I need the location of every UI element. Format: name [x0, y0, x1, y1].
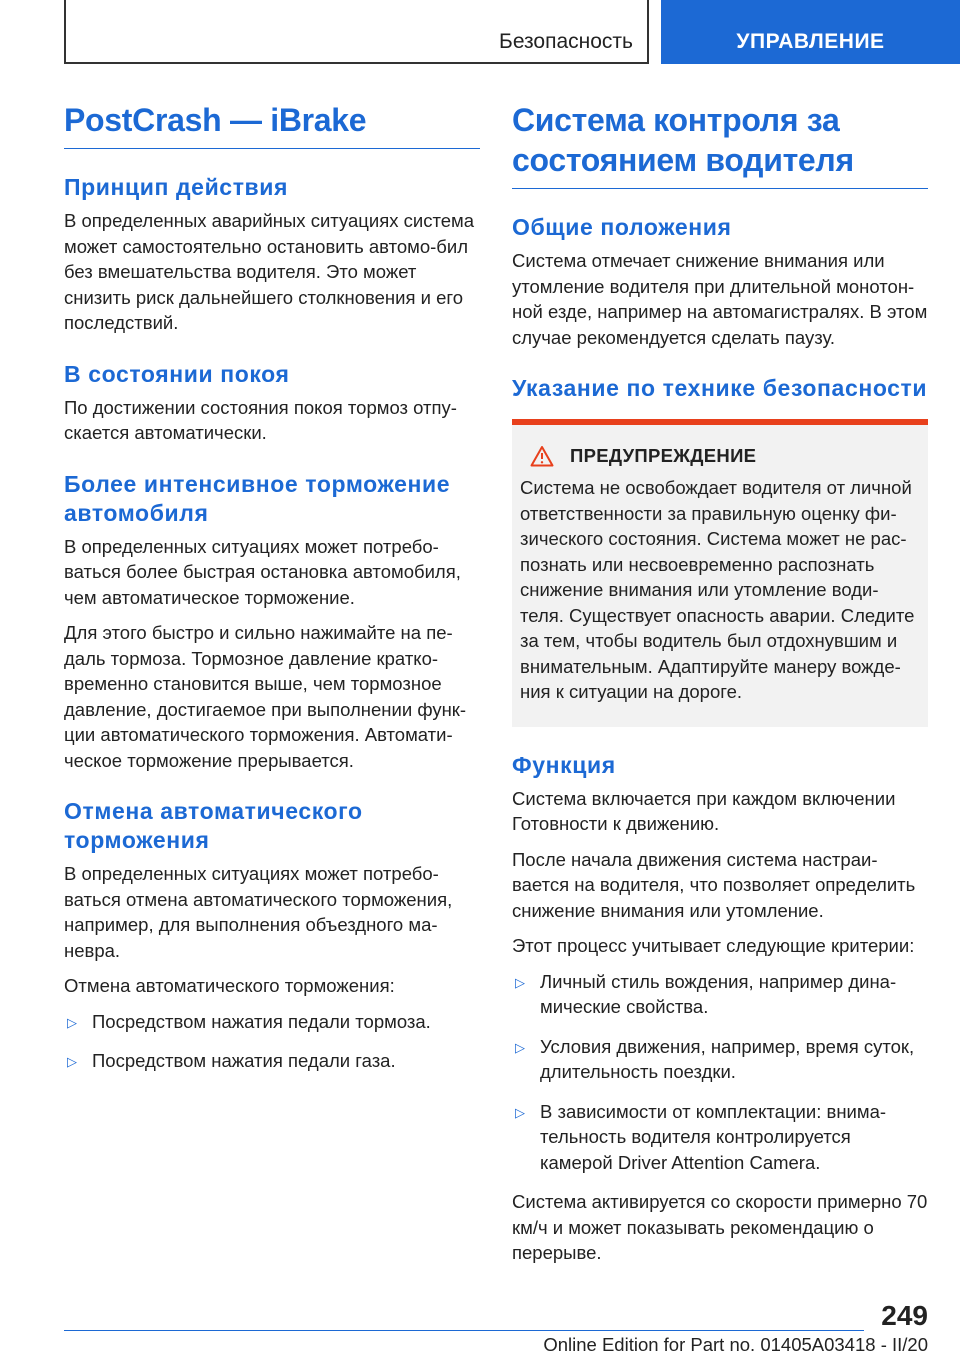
bullet-triangle-icon: ▷ — [515, 1039, 525, 1055]
paragraph: Система активируется со скорости примерно 70 км/ч и может показывать рекомендацию о перерыве. — [512, 1191, 928, 1263]
bullet-triangle-icon: ▷ — [515, 974, 525, 990]
cancel-list — [64, 1009, 480, 1074]
bullet-triangle-icon: ▷ — [67, 1054, 77, 1069]
paragraph: Этот процесс учитывает следующие критерии: — [512, 935, 915, 956]
header-chapter-tab — [661, 0, 960, 64]
list-item-text: Посредством нажатия педали тормоза. — [92, 1010, 431, 1032]
paragraph: Отмена автоматического торможения: — [64, 975, 395, 996]
header-section-tab — [64, 0, 649, 64]
heading-standstill: В состоянии покоя — [64, 360, 290, 387]
warning-title: ПРЕДУПРЕЖДЕНИЕ — [570, 445, 757, 466]
footer-rule — [64, 1330, 864, 1331]
list-item-text: Условия движения, например, время суток, длительность поездки. — [540, 1035, 915, 1082]
warning-header — [520, 445, 920, 467]
criteria-list — [512, 969, 928, 1176]
left-title: PostCrash — iBrake — [64, 100, 480, 149]
right-title: Система контроля за состоянием водителя — [512, 100, 928, 189]
list-item — [64, 1009, 480, 1035]
list-item-text: Посредством нажатия педали газа. — [92, 1050, 396, 1071]
list-item-text: В зависимости от комплектации: внима-тельность водителя контролируется камерой Driver Attention Camera. — [540, 1100, 887, 1173]
heading-safety: Указание по технике безопасности — [512, 375, 928, 401]
header-chapter-label: УПРАВЛЕНИЕ — [736, 30, 885, 53]
heading-cancel-braking: Отмена автоматического торможения — [64, 798, 363, 853]
list-item — [512, 969, 928, 1020]
paragraph: Система включается при каждом включении Готовности к движению. — [512, 787, 896, 834]
right-column — [512, 100, 928, 1276]
paragraph: После начала движения система настраи-вается на водителя, что позволяет определить снижение внимания или утомление. — [512, 848, 916, 921]
list-item — [512, 1099, 928, 1176]
paragraph: По достижении состояния покоя тормоз отпу-скается автоматически. — [64, 396, 457, 443]
heading-function: Функция — [512, 751, 616, 778]
footer-edition: Online Edition for Part no. 01405A03418 - II/20 — [543, 1334, 928, 1355]
warning-box — [512, 419, 928, 727]
warning-text: Система не освобождает водителя от личной ответственности за правильную оценку фи-зического состояния. Система может не рас-познать или несвоевременно распознать снижение внимания или утомление води-теля. Существует опасность аварии. Следите за тем, чтобы водитель был отдохнувшим и внимательным. Адаптируйте манеру вожде-ния к ситуации на дороге. — [520, 477, 915, 702]
list-item — [512, 1034, 928, 1085]
list-item-text: Личный стиль вождения, например дина-мические свойства. — [540, 970, 897, 1017]
paragraph: Система отмечает снижение внимания или утомление водителя при длительной монотон-ной езде, например на автомагистралях. В этом случае рекомендуется сделать паузу. — [512, 250, 928, 348]
warning-triangle-icon — [530, 445, 554, 467]
header-section-label: Безопасность — [499, 30, 633, 53]
bullet-triangle-icon: ▷ — [515, 1104, 525, 1120]
heading-general: Общие положения — [512, 214, 732, 240]
page-number: 249 — [881, 1300, 928, 1331]
paragraph: В определенных ситуациях может потребо-ваться отмена автоматического торможения, например, для выполнения объездного ма-невра. — [64, 863, 453, 961]
heading-intensive-braking: Более интенсивное торможение автомобиля — [64, 470, 451, 526]
paragraph: В определенных аварийных ситуациях система может самостоятельно остановить автомо-бил без вмешательства водителя. Это может снизить риск дальнейшего столкновения и его последствий. — [64, 210, 475, 333]
list-item — [64, 1048, 480, 1074]
bullet-triangle-icon: ▷ — [67, 1014, 77, 1030]
paragraph: Для этого быстро и сильно нажимайте на пе-даль тормоза. Тормозное давление кратко-временно становится выше, чем тормозное давление, достигаемое при выполнении функ-ции автоматического торможения. Автомати-ческое торможение прерывается. — [64, 622, 467, 771]
left-column — [64, 100, 480, 1088]
heading-principle: Принцип действия — [64, 174, 289, 200]
paragraph: В определенных ситуациях может потребо-ваться более быстрая остановка автомобиля, чем автоматическое торможение. — [64, 535, 461, 608]
